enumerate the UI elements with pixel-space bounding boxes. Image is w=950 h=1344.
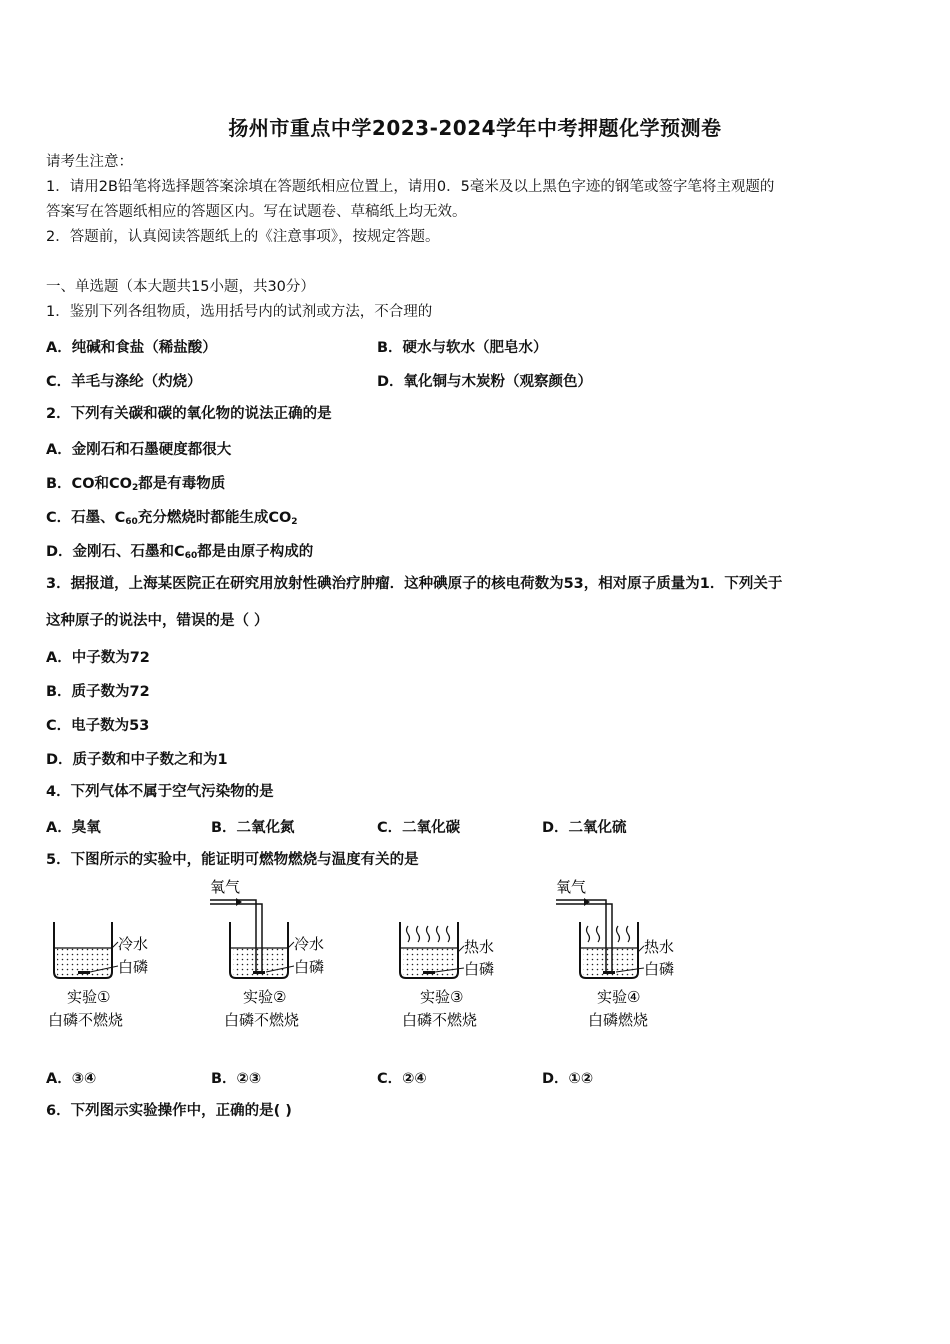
q1-option-b: B．硬水与软水（肥皂水） xyxy=(377,340,548,356)
q2-option-b-sub: 2 xyxy=(132,483,139,493)
q2-option-c-sub: 60 xyxy=(125,517,138,527)
beaker-3 xyxy=(400,922,494,1029)
fig-label-oxygen-2: 氧气 xyxy=(210,878,241,896)
section-heading: 一、单选题（本大题共15小题，共30分） xyxy=(46,279,315,295)
fig-label-white-p-2: 白磷 xyxy=(294,958,325,976)
q2-option-b-post: 都是有毒物质 xyxy=(138,476,226,492)
q2-stem: 2．下列有关碳和碳的氧化物的说法正确的是 xyxy=(46,406,332,422)
fig-label-cold-water-2: 冷水 xyxy=(294,935,325,953)
q2-option-a: A．金刚石和石墨硬度都很大 xyxy=(46,442,232,458)
fig-label-hot-water-3: 热水 xyxy=(464,938,495,956)
q1-stem: 1．鉴别下列各组物质，选用括号内的试剂或方法，不合理的 xyxy=(46,304,433,320)
q2-option-d-post: 都是由原子构成的 xyxy=(197,544,314,560)
notice-item-1b: 答案写在答题纸相应的答题区内。写在试题卷、草稿纸上均无效。 xyxy=(46,204,467,220)
q1-option-a: A．纯碱和食盐（稀盐酸） xyxy=(46,340,217,356)
q3-stem-line2: 这种原子的说法中，错误的是（ ） xyxy=(46,613,269,629)
beaker-1 xyxy=(48,922,148,1029)
beaker-4 xyxy=(556,878,674,1029)
q1-option-c: C．羊毛与涤纶（灼烧） xyxy=(46,374,202,390)
fig-label-exp3: 实验③ xyxy=(420,988,464,1006)
q2-option-d-sub: 60 xyxy=(184,551,198,561)
q4-option-a: A．臭氧 xyxy=(46,820,101,836)
q4-option-d: D．二氧化硫 xyxy=(542,820,627,836)
q2-option-c-pre: C．石墨、C xyxy=(46,510,126,526)
q2-option-d-pre: D．金刚石、石墨和C xyxy=(46,544,185,560)
q5-option-b: B．②③ xyxy=(211,1071,262,1087)
notice-item-1a: 1．请用2B铅笔将选择题答案涂填在答题纸相应位置上，请用0．5毫米及以上黑色字迹的钢笔或签字笔将主观题的 xyxy=(46,179,775,195)
fig-label-hot-water-4: 热水 xyxy=(644,938,675,956)
q2-option-b xyxy=(46,472,225,493)
q4-option-b: B．二氧化氮 xyxy=(211,820,295,836)
q1-option-d: D．氧化铜与木炭粉（观察颜色） xyxy=(377,374,593,390)
q4-option-c: C．二氧化碳 xyxy=(377,820,461,836)
fig-label-exp2: 实验② xyxy=(243,988,287,1006)
q5-option-d: D．①② xyxy=(542,1071,594,1087)
q3-option-b: B．质子数为72 xyxy=(46,684,150,700)
fig-label-white-p-3: 白磷 xyxy=(464,960,495,978)
q2-option-d xyxy=(46,540,313,561)
fig-label-exp4: 实验④ xyxy=(597,988,641,1006)
notice-item-2: 2．答题前，认真阅读答题纸上的《注意事项》，按规定答题。 xyxy=(46,229,440,245)
q3-option-a: A．中子数为72 xyxy=(46,650,150,666)
q4-stem: 4．下列气体不属于空气污染物的是 xyxy=(46,784,274,800)
fig-label-result-1: 白磷不燃烧 xyxy=(48,1011,124,1029)
q3-stem-line1: 3．据报道，上海某医院正在研究用放射性碘治疗肿瘤．这种碘原子的核电荷数为53，相对原子质量为1．下列关于 xyxy=(46,576,783,592)
q2-option-b-pre: B．CO和CO xyxy=(46,476,132,492)
fig-label-result-4: 白磷燃烧 xyxy=(588,1011,649,1029)
q2-option-c xyxy=(46,506,298,527)
fig-label-result-2: 白磷不燃烧 xyxy=(224,1011,300,1029)
q5-option-a: A．③④ xyxy=(46,1071,97,1087)
q2-option-c-sub2: 2 xyxy=(291,517,298,527)
q5-option-c: C．②④ xyxy=(377,1071,427,1087)
fig-label-white-p-4: 白磷 xyxy=(644,960,675,978)
fig-label-white-p-1: 白磷 xyxy=(118,958,149,976)
q3-option-d: D．质子数和中子数之和为1 xyxy=(46,752,228,768)
q5-stem: 5．下图所示的实验中，能证明可燃物燃烧与温度有关的是 xyxy=(46,852,419,868)
fig-label-result-3: 白磷不燃烧 xyxy=(402,1011,478,1029)
beaker-2 xyxy=(210,878,324,1029)
fig-label-oxygen-4: 氧气 xyxy=(556,878,587,896)
fig-label-exp1: 实验① xyxy=(67,988,111,1006)
notice-heading: 请考生注意： xyxy=(46,154,133,170)
q6-stem: 6．下列图示实验操作中，正确的是( ) xyxy=(46,1103,292,1119)
combustion-experiment-figure xyxy=(40,872,700,1042)
page-title: 扬州市重点中学2023-2024学年中考押题化学预测卷 xyxy=(228,116,722,140)
q2-option-c-mid: 充分燃烧时都能生成CO xyxy=(137,510,292,526)
q3-option-c: C．电子数为53 xyxy=(46,718,150,734)
fig-label-cold-water-1: 冷水 xyxy=(118,935,149,953)
